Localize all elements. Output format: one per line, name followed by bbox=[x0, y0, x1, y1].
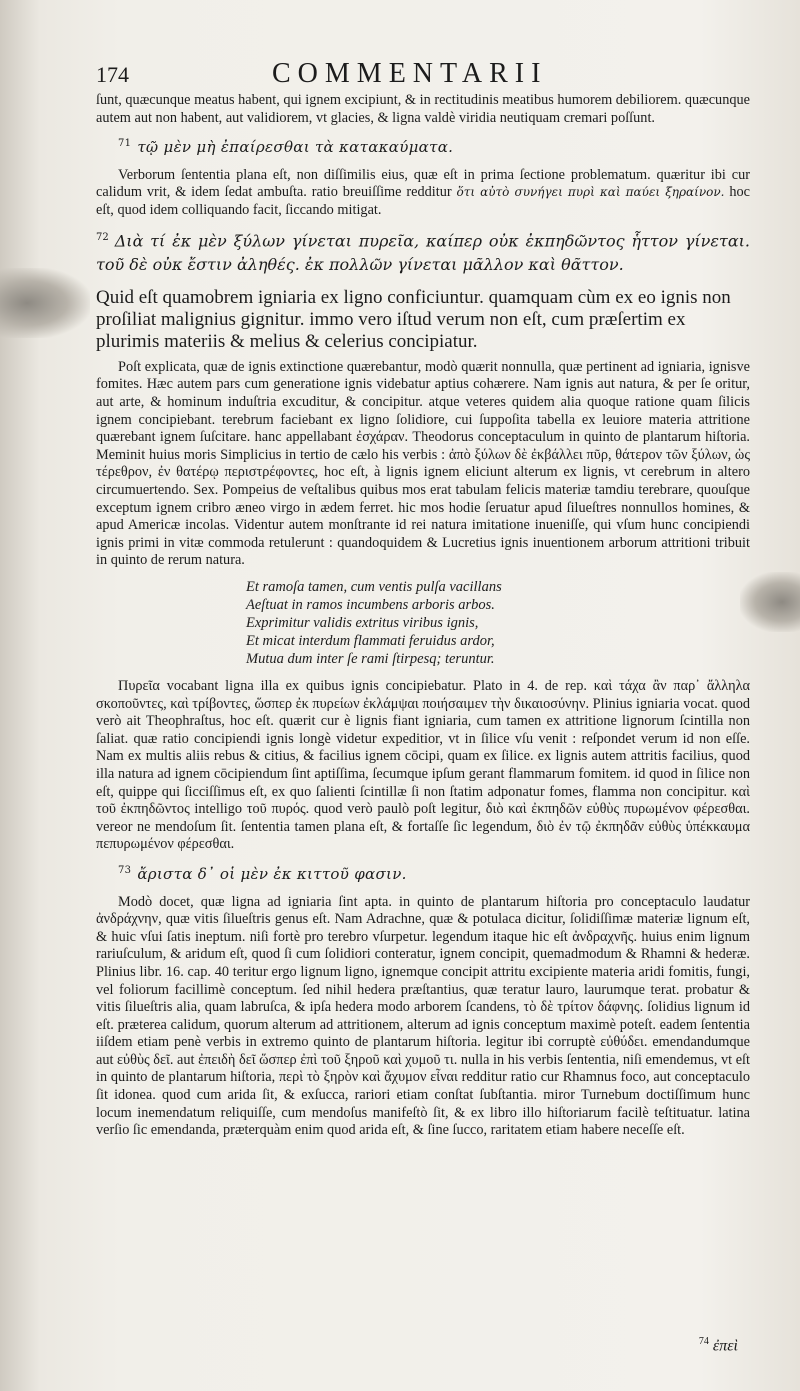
paragraph-4: Πυρεῖα vocabant ligna illa ex quibus ignis concipiebatur. Plato in 4. de rep. καὶ τάχα ἂν παρ᾽ ἄλληλα σκοποῦντες, καὶ τρίβοντες, ὥσπερ ἐκ πυρείων ἐκλάμψαι ποιήσαιμεν τὴν δικαιοσύνην. Plinius igniaria vocat. quod verò ait Theophraſtus, hoc eſt. quærit cur è lignis fiant igniaria, cum tamen ex attritione lignorum ſcintilla non ſaliat. quæ ratio concipiendi ignis longè videtur expeditior, vt in ſilice vſu venit : reſpondet verum id non eſſe. Nam ex multis aliis rebus & citius, & facilius ignem cōcipi, quam ex ſilice. ex lignis autem attritis facilius, quod illa natura ad ignem cōcipiendum ſint aptiſſima, ſecumque ipſum gerant flammarum fomitem. id quod in ſilice non eſt, quippe qui ſicciſſimus eſt, ex quo ſalienti ſcintillæ ſi non ſtatim adponatur fomes, flamma non concipitur. καὶ τοῦ ἐκπηδῶντος intelligo τοῦ πυρός. quod verò paulò poſt legitur, διὸ καὶ ἐκπηδῶν εὐθὺς πυρωμένον φέρεσθαι. vereor ne mendoſum ſit. ſententia tamen plana eſt, & fortaſſe ſic legendum, διὸ ἐν τῷ ἐκπηδᾶν εὐθὺς ὑπέκκαυμα πεπυρωμένον φέρεσθαι. bbox=[96, 678, 750, 853]
verse-line: Aeſtuat in ramos incumbens arboris arbos. bbox=[246, 597, 495, 614]
lemma-number: 72 bbox=[96, 231, 109, 243]
lucretius-verse bbox=[246, 578, 750, 668]
paragraph-3: Poſt explicata, quæ de ignis extinctione quærebantur, modò quærit nonnulla, quæ pertinent ad igniaria, ignisve fomites. Hæc autem pars cum generatione ignis videbatur aptius cohærere. Nam ignis aut natura, & per ſe oritur, aut arte, & hominum induſtria excuditur, & concipitur. atque veteres quidem alia quoque ratione quam ſilicis ignem concipiebant. terebrum faciebant ex ligno ſolidiore, cui ſuppoſita tabella ex leuiore materia attritione quærebant ignem ſuſcitare. hanc appellabant ἐσχάραν. Theodorus conceptaculum in quinto de plantarum hiſtoria. Meminit huius moris Simplicius in tertio de cælo his verbis : ἀπὸ ξύλων δὲ ἐκβάλλει πῦρ, θάτερον τῶν ξύλων, ὡς τέρεθρον, ἐν θατέρῳ περιστρέφοντες, hoc eſt, à lignis ignem eliciunt alterum ex lignis, vt cerebrum in altero circumuertendo. Sex. Pompeius de veſtalibus quibus mos erat tabulam felicis materiæ tamdiu terebrare, quouſque exceptum ignem cribro æneo virgo in ædem ferret. hic mos hodie ſeruatur apud ſilueſtres nonnullos homines, & apud Americæ incolas. Videntur autem monſtrante id rei natura imitatione inueniſſe, qui vſum hunc concipiendi ignis primi in vitæ commoda retulerunt : quandoquidem & Lucretius ignis inuentionem arborum attritioni tribuit in quinto de rerum natura. bbox=[96, 358, 750, 569]
catchword-number: 74 bbox=[698, 1336, 709, 1347]
lemma-number: 73 bbox=[118, 864, 132, 876]
paragraph-2 bbox=[96, 167, 750, 220]
lemma-text: τῷ μὲν μὴ ἐπαίρεσθαι τὰ κατακαύματα. bbox=[137, 138, 454, 157]
running-title: COMMENTARII bbox=[272, 58, 548, 89]
catchword bbox=[699, 1336, 738, 1355]
lemma-text: ἄριστα δ᾽ οἱ μὲν ἐκ κιττοῦ φασιν. bbox=[137, 864, 407, 883]
paragraph-5: Modò docet, quæ ligna ad igniaria ſint apta. in quinto de plantarum hiſtoria pro conceptaculo laudatur ἀνδράχνην, quæ vitis ſilueſtris genus eſt. Nam Adrachne, quæ & potulaca dicitur, ſolidiſſimæ materiæ lignum eſt, & huic vſui ſatis ineptum. niſi fortè pro terebro vſurpetur. legendum itaque hic eſt ἀνδραχνῆς. huius enim lignum rariuſculum, & aridum eſt, quod ſi cum ſolidiori conteratur, ignem concipit, quemadmodum & Rhamni & hederæ. Plinius libr. 16. cap. 40 teritur ergo lignum ligno, ignemque concipit attritu excipiente materia aridi fomitis, fungi, vel foliorum facillimè conceptum. ſed nihil hedera præſtantius, quæ teratur lauro, laurumque terat. probatur & vitis ſilueſtris alia, quam labruſca, & ipſa hedera modo arborem ſcandens, τὸ δὲ τρίτον δάφνης. ſolidius lignum id eſt. præterea calidum, quorum alterum ad attritionem, alterum ad ignis conceptum maximè poteſt. eadem ſententia iiſdem etiam penè verbis in extremo quinto de plantarum hiſtoria. legitur ibi corruptè εὐθύδει. emendandumque aut εὐθὺς δεῖ. aut ἐπειδὴ δεῖ ὥσπερ ἐπὶ τοῦ ξηροῦ καὶ χυμοῦ τι. nulla in his verbis ſententia, niſi emendemus, vt eſt in quinto de plantarum hiſtoria, περὶ τὸ ξηρὸν καὶ ἄχυμον εἶναι redditur ratio cur Rhamnus foco, aut conceptaculo ſit idonea. quod cum arida ſit, & exſucca, rariori etiam conſtat ſubſtantia. miror Turnebum doctiſſimum hunc locum inemendatum reliquiſſe, cum mendoſus manifeſtò ſit, & ex libro illo hiſtoriarum facilè teſtituatur. latina verſio ſic emendanda, præterquàm enim quod arida eſt, & ſine ſucco, raritatem etiam habere neceſſe eſt. bbox=[96, 893, 750, 1139]
lemma-71 bbox=[118, 135, 750, 157]
catchword-text: ἐπεὶ bbox=[712, 1337, 738, 1355]
problem-translation: Quid eſt quamobrem igniaria ex ligno conficiuntur. quamquam cùm ex eo ignis non proſiliat malignius gignitur. immo vero iſtud verum non eſt, cum præſertim ex plurimis materiis & melius & celerius concipiatur. bbox=[96, 286, 731, 352]
lemma-text: Διὰ τί ἐκ μὲν ξύλων γίνεται πυρεῖα, καίπερ οὐκ ἐκπηδῶντος ἧττον γίνεται. τοῦ δὲ οὐκ ἔστιν ἀληθές. ἐκ πολλῶν γίνεται μᾶλλον καὶ θᾶττον. bbox=[96, 230, 750, 274]
verse-line: Mutua dum inter ſe rami ſtirpesq; teruntur. bbox=[246, 651, 495, 668]
lemma-number: 71 bbox=[118, 138, 132, 150]
paragraph-2-greek: ὅτι αὐτὸ συνήγει πυρὶ καὶ παύει ξηραίνον. bbox=[456, 185, 725, 200]
lemma-73 bbox=[118, 862, 750, 884]
page-body bbox=[96, 92, 750, 1146]
verse-line: Et micat interdum flammati feruidus ardor, bbox=[246, 633, 495, 650]
paragraph-2-text-b: hoc eſt, quod idem colliquando facit, ſiccando mitigat. bbox=[96, 184, 751, 218]
page-number: 174 bbox=[96, 62, 129, 87]
paragraph-2-text-a: Verborum ſententia plana eſt, non diſſimilis eius, quæ eſt in prima ſectione problematum. quæritur ibi cur calidum vrit, & idem ſedat ambuſta. ratio breuiſſime redditur bbox=[96, 166, 750, 201]
lemma-72 bbox=[96, 226, 750, 277]
page-header bbox=[96, 58, 740, 92]
verse-line: Et ramoſa tamen, cum ventis pulſa vacillans bbox=[246, 579, 502, 596]
verse-line: Exprimitur validis extritus viribus ignis, bbox=[246, 615, 479, 632]
paragraph-1: ſunt, quæcunque meatus habent, qui ignem excipiunt, & in rectitudinis meatibus humorem debiliorem. quæcunque autem aut non habent, aut validiorem, vt glacies, & ligna valdè viridia neutiquam cremari poſſunt. bbox=[96, 92, 750, 126]
burn-damage-left bbox=[0, 268, 90, 338]
